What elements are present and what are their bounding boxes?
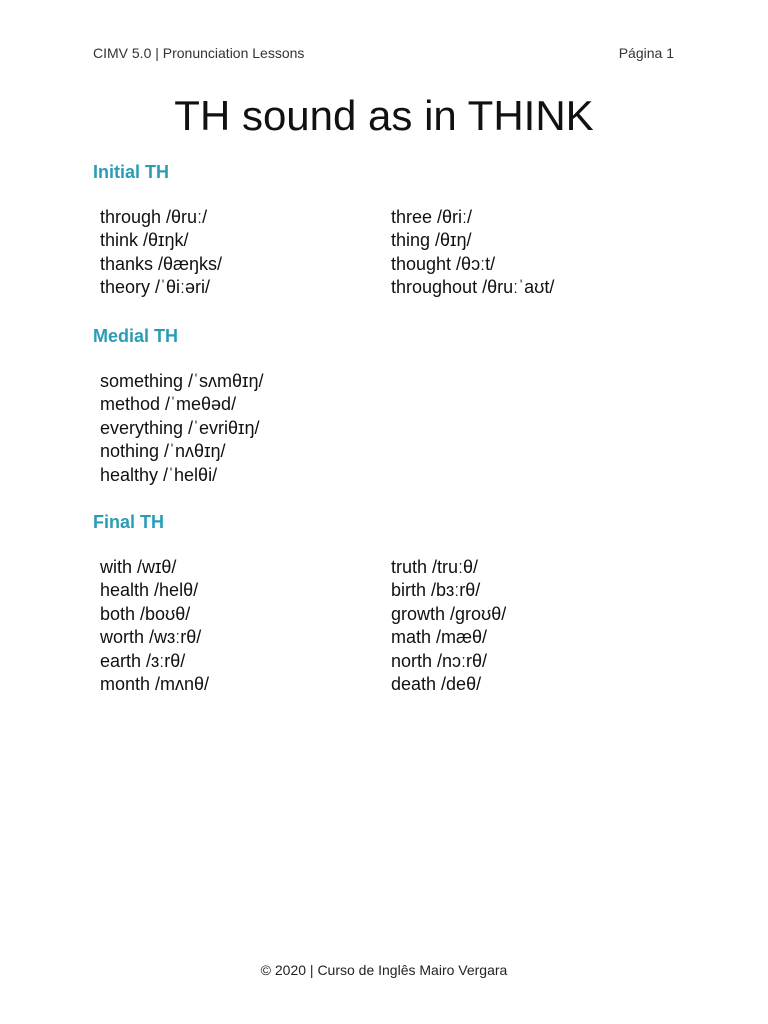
word-item: three /θriː/ (391, 207, 473, 227)
word-item: health /helθ/ (100, 580, 199, 601)
word-item: thought /θɔːt/ (391, 253, 496, 274)
word-item: something /ˈsʌmθɪŋ/ (100, 371, 264, 391)
section-initial-th (93, 160, 693, 306)
section-medial-th (93, 324, 693, 485)
word-columns (93, 206, 693, 306)
page-title: TH sound as in THINK (174, 92, 594, 139)
section-final-th (93, 510, 693, 695)
section-heading: Initial TH (93, 162, 169, 182)
word-item: birth /bɜːrθ/ (391, 580, 481, 601)
word-item: math /mæθ/ (391, 627, 488, 648)
word-item: growth /groʊθ/ (391, 603, 507, 624)
word-item: healthy /ˈhelθi/ (100, 464, 218, 485)
word-item: worth /wɜːrθ/ (100, 627, 202, 648)
word-list-right (391, 556, 506, 696)
word-columns (93, 556, 693, 695)
section-heading: Medial TH (93, 326, 179, 346)
word-item: death /deθ/ (391, 674, 482, 695)
word-item: with /wɪθ/ (100, 557, 177, 577)
word-item: truth /truːθ/ (391, 557, 479, 577)
word-item: both /boʊθ/ (100, 603, 191, 624)
word-item: earth /ɜːrθ/ (100, 650, 186, 671)
word-item: nothing /ˈnʌθɪŋ/ (100, 441, 226, 462)
header-course-label: CIMV 5.0 | Pronunciation Lessons (93, 45, 305, 61)
word-item: month /mʌnθ/ (100, 674, 210, 695)
page-header (93, 42, 674, 64)
word-list-right (391, 206, 554, 300)
word-item: everything /ˈevriθɪŋ/ (100, 417, 260, 438)
word-item: method /ˈmeθəd/ (100, 394, 237, 415)
word-item: throughout /θruːˈaʊt/ (391, 277, 555, 298)
word-item: thing /θɪŋ/ (391, 230, 472, 251)
section-heading: Final TH (93, 512, 164, 532)
word-list-left (100, 556, 209, 696)
word-list-left (100, 206, 222, 300)
word-columns (93, 370, 693, 485)
header-page-number: Página 1 (618, 45, 674, 61)
word-list-left (100, 370, 263, 487)
page-footer: © 2020 | Curso de Inglês Mairo Vergara (260, 962, 508, 978)
word-item: think /θɪŋk/ (100, 230, 189, 251)
word-item: thanks /θæŋks/ (100, 253, 223, 274)
word-item: theory /ˈθiːəri/ (100, 277, 211, 298)
word-item: through /θruː/ (100, 207, 208, 227)
word-item: north /nɔːrθ/ (391, 650, 488, 671)
